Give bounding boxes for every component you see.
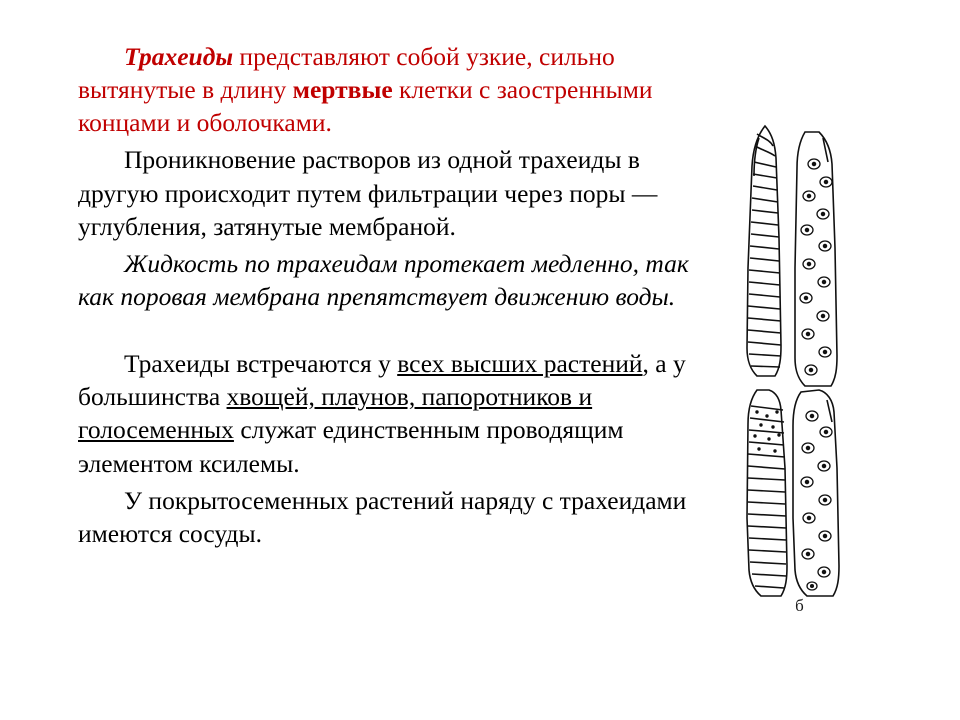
tracheid-illustration (735, 118, 900, 618)
definition-text-1: представляют собой узкие, сильно вытянутые в длину (78, 42, 615, 105)
term-tracheids: Трахеиды (124, 42, 234, 71)
paragraph-liquid-flow: Жидкость по трахеидам протекает медленно, так как поровая мембрана препятствует движению воды. (78, 248, 689, 311)
emphasis-dead: мертвые (292, 75, 393, 105)
occurrence-text-3: служат единственным проводящим элементом ксилемы. (78, 415, 624, 478)
paragraph-definition (78, 40, 690, 139)
paragraph-angiosperms: У покрытосеменных растений наряду с трахеидами имеются сосуды. (78, 485, 687, 548)
occurrence-text-1: Трахеиды встречаются у (124, 349, 398, 379)
tracheid-diagram (735, 118, 900, 618)
paragraph-penetration: Проникновение растворов из одной трахеиды в другую происходит путем фильтрации через поры — углубления, затянутые мембраной. (78, 145, 658, 241)
definition-text-2: клетки с заостренными концами и оболочками. (78, 75, 653, 138)
paragraph-occurrence (78, 347, 690, 480)
occurrence-underlined-2: хвощей, плаунов, папоротников и голосеменных (78, 382, 593, 445)
occurrence-text-2: , а у большинства (78, 349, 686, 412)
spacer-3 (78, 313, 690, 347)
occurrence-underlined-1: всех высших растений (397, 349, 643, 379)
figure-caption: б (795, 596, 805, 615)
text-column (78, 40, 690, 550)
